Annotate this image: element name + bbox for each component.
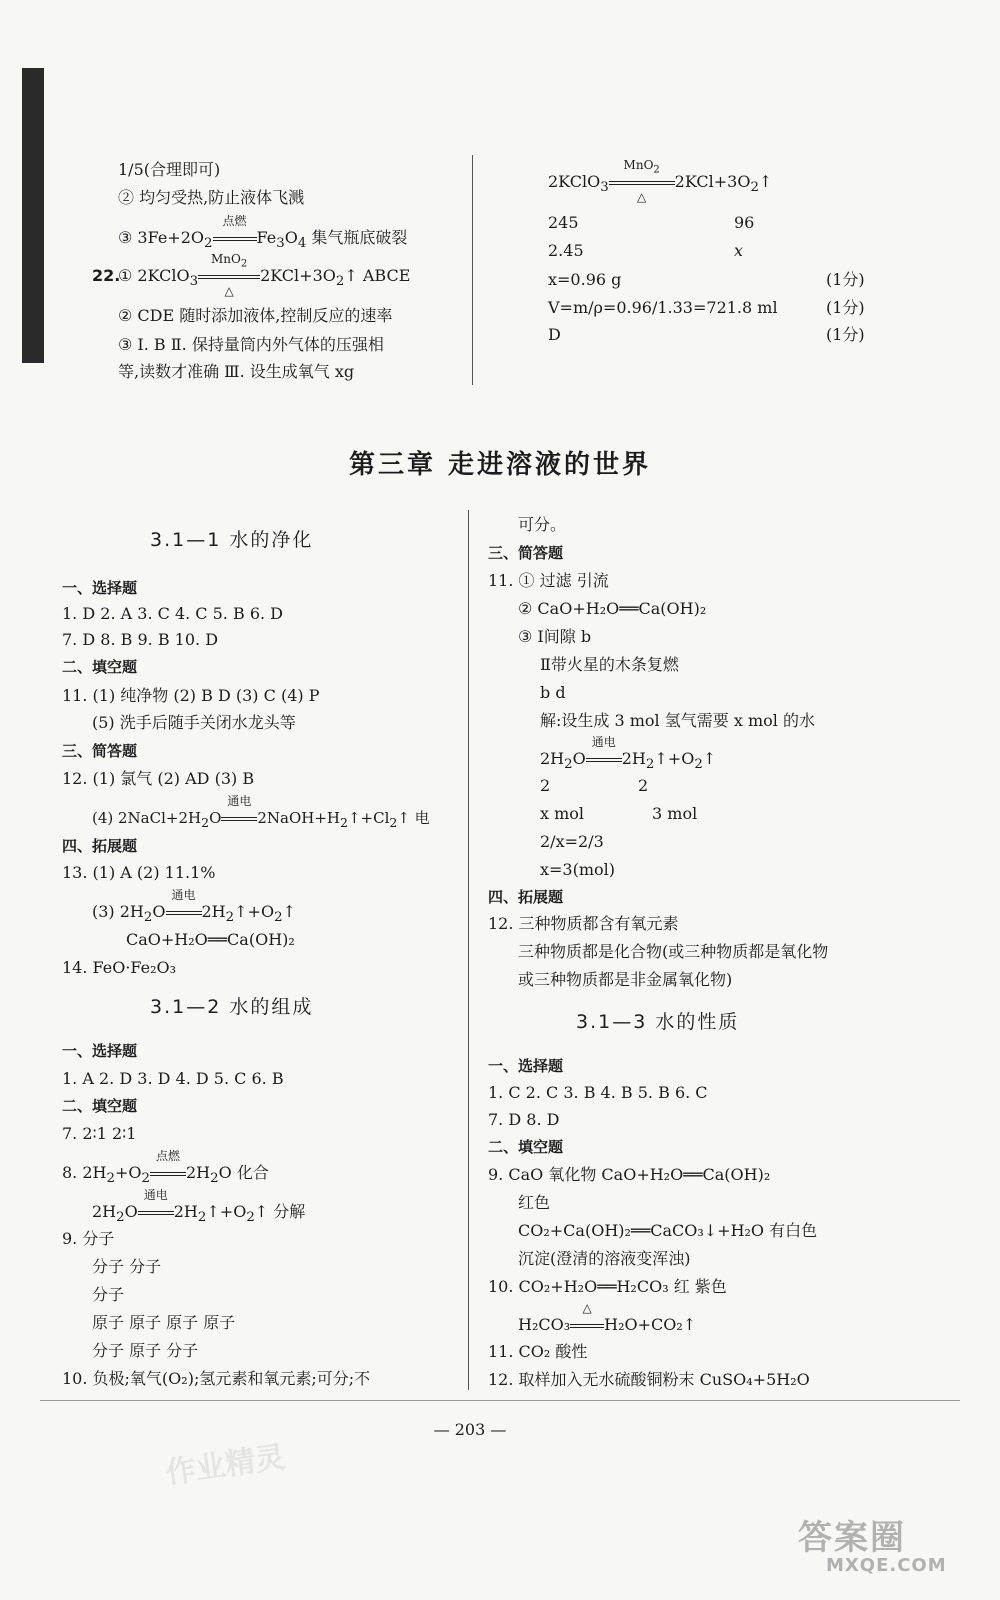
answer-line: 等,读数才准确 Ⅲ. 设生成氧气 xg [118, 362, 355, 381]
equation-line: ① 2KClO$_3$ MnO$_2$ △ $2KCl+3O_2↑$ ABCE [118, 252, 411, 298]
answer-line: 10. 负极;氧气(O₂);氢元素和氧元素;可分;不 [62, 1369, 371, 1388]
equation-line: 2KClO$_3$ MnO$_2$ △ $2KCl+3O_2↑$ [548, 158, 773, 204]
score: (1分) [826, 298, 865, 317]
calc-line: x=0.96 g [548, 270, 622, 289]
section-heading: 二、填空题 [62, 1097, 138, 1115]
answer-line: 分子 [92, 1285, 125, 1304]
answer-line: 9. 分子 [62, 1229, 115, 1248]
answer-line: 1. D 2. A 3. C 4. C 5. B 6. D [62, 604, 283, 623]
calc-value: x mol [540, 804, 585, 823]
equation-line: CaO+H₂O══Ca(OH)₂ [126, 930, 295, 949]
section-heading: 一、选择题 [62, 579, 138, 597]
answer-line: b d [540, 683, 566, 702]
calc-value: x [734, 241, 744, 260]
column-divider [468, 510, 469, 1390]
calc-line: x=3(mol) [540, 860, 616, 879]
calc-value: 2.45 [548, 241, 584, 260]
section-heading: 二、填空题 [62, 658, 138, 676]
site-logo-url: MXQE.COM [826, 1555, 947, 1576]
section-heading: 四、拓展题 [62, 837, 138, 855]
answer-line: Ⅱ带火星的木条复燃 [540, 655, 679, 674]
answer-line: 11. (1) 纯净物 (2) B D (3) C (4) P [62, 686, 320, 705]
section-title: 3.1—3 水的性质 [576, 1011, 740, 1033]
calc-value: 2 [540, 776, 551, 795]
section-title: 3.1—2 水的组成 [150, 996, 314, 1018]
section-heading: 一、选择题 [62, 1042, 138, 1060]
answer-line: 10. CO₂+H₂O══H₂CO₃ 红 紫色 [488, 1277, 727, 1296]
answer-line: 7. D 8. B 9. B 10. D [62, 630, 219, 649]
site-logo: 答案圈 [798, 1518, 906, 1558]
equation-line: (3) $2H_2O$ 通电 $2H_2↑+O_2↑$ [92, 888, 296, 926]
answer-line: 7. D 8. D [488, 1110, 560, 1129]
equation-line: CO₂+Ca(OH)₂══CaCO₃↓+H₂O 有白色 [518, 1221, 818, 1240]
answer-line: 9. CaO 氧化物 CaO+H₂O══Ca(OH)₂ [488, 1165, 771, 1184]
answer-line: 14. FeO·Fe₂O₃ [62, 958, 177, 977]
section-heading: 三、简答题 [488, 544, 564, 562]
equation-line: ② CaO+H₂O══Ca(OH)₂ [518, 599, 707, 618]
answer-line: ② 均匀受热,防止液体飞溅 [118, 188, 305, 207]
answer-line: 1/5(合理即可) [118, 160, 221, 179]
answer-line: 7. 2∶1 2∶1 [62, 1124, 137, 1143]
section-heading: 三、简答题 [62, 742, 138, 760]
calc-line: D [548, 325, 561, 344]
section-title: 3.1—1 水的净化 [150, 529, 314, 551]
answer-line: 11. CO₂ 酸性 [488, 1342, 588, 1361]
answer-line: 1. A 2. D 3. D 4. D 5. C 6. B [62, 1069, 284, 1088]
column-divider [472, 155, 473, 385]
answer-line: 13. (1) A (2) 11.1% [62, 863, 216, 882]
equation-line: ③ $3Fe+2O_2$ 点燃 $Fe_3O_4$ 集气瓶底破裂 [118, 214, 408, 252]
answer-line: ② CDE 随时添加液体,控制反应的速率 [118, 306, 393, 325]
equation-line: $2H_2O$ 通电 $2H_2↑+O_2↑$ 分解 [92, 1188, 306, 1226]
footer-rule [40, 1400, 960, 1401]
score: (1分) [826, 270, 865, 289]
equation-line: 8. $2H_2+O_2$ 点燃 $2H_2O$ 化合 [62, 1149, 269, 1187]
calc-value: 2 [638, 776, 649, 795]
chapter-title: 第三章 走进溶液的世界 [348, 450, 652, 480]
answer-line: (5) 洗手后随手关闭水龙头等 [92, 713, 296, 732]
answer-line: 分子 原子 分子 [92, 1341, 199, 1360]
answer-line: 红色 [518, 1193, 551, 1212]
section-heading: 一、选择题 [488, 1057, 564, 1075]
calc-value: 245 [548, 213, 579, 232]
answer-line: ③ Ⅰ间隙 b [518, 627, 592, 646]
equation-line: H₂CO₃ △ H₂O+CO₂↑ [518, 1301, 697, 1334]
answer-line: 或三种物质都是非金属氧化物) [518, 970, 733, 989]
answer-line: 可分。 [518, 515, 567, 534]
scan-edge-bar [22, 68, 44, 363]
answer-line: 解:设生成 3 mol 氢气需要 x mol 的水 [540, 711, 815, 730]
section-heading: 二、填空题 [488, 1138, 564, 1156]
answer-line: 分子 分子 [92, 1257, 162, 1276]
answer-line: 原子 原子 原子 原子 [92, 1313, 236, 1332]
answer-line: 三种物质都是化合物(或三种物质都是氧化物 [518, 942, 829, 961]
section-heading: 四、拓展题 [488, 888, 564, 906]
answer-line: ③ Ⅰ. B Ⅱ. 保持量筒内外气体的压强相 [118, 335, 384, 354]
question-number: 22. [92, 266, 121, 285]
page-number: — 203 — [433, 1420, 507, 1439]
answer-line: 12. 三种物质都含有氧元素 [488, 914, 679, 933]
score: (1分) [826, 325, 865, 344]
calc-line: 2/x=2/3 [540, 832, 604, 851]
answer-line: 沉淀(澄清的溶液变浑浊) [518, 1249, 691, 1268]
calc-value: 96 [734, 213, 755, 232]
answer-line: 11. ① 过滤 引流 [488, 571, 609, 590]
watermark: 作业精灵 [163, 1439, 288, 1492]
equation-line: (4) $2NaCl+2H_2O$ 通电 $2NaOH+H_2↑+Cl_2↑$ 电 [92, 794, 430, 830]
calc-value: 3 mol [652, 804, 698, 823]
answer-line: 12. 取样加入无水硫酸铜粉末 CuSO₄+5H₂O [488, 1370, 810, 1389]
calc-line: V=m/ρ=0.96/1.33=721.8 ml [548, 298, 778, 317]
answer-line: 1. C 2. C 3. B 4. B 5. B 6. C [488, 1083, 708, 1102]
answer-line: 12. (1) 氯气 (2) AD (3) B [62, 769, 255, 788]
equation-line: $2H_2O$ 通电 $2H_2↑+O_2↑$ [540, 735, 717, 773]
